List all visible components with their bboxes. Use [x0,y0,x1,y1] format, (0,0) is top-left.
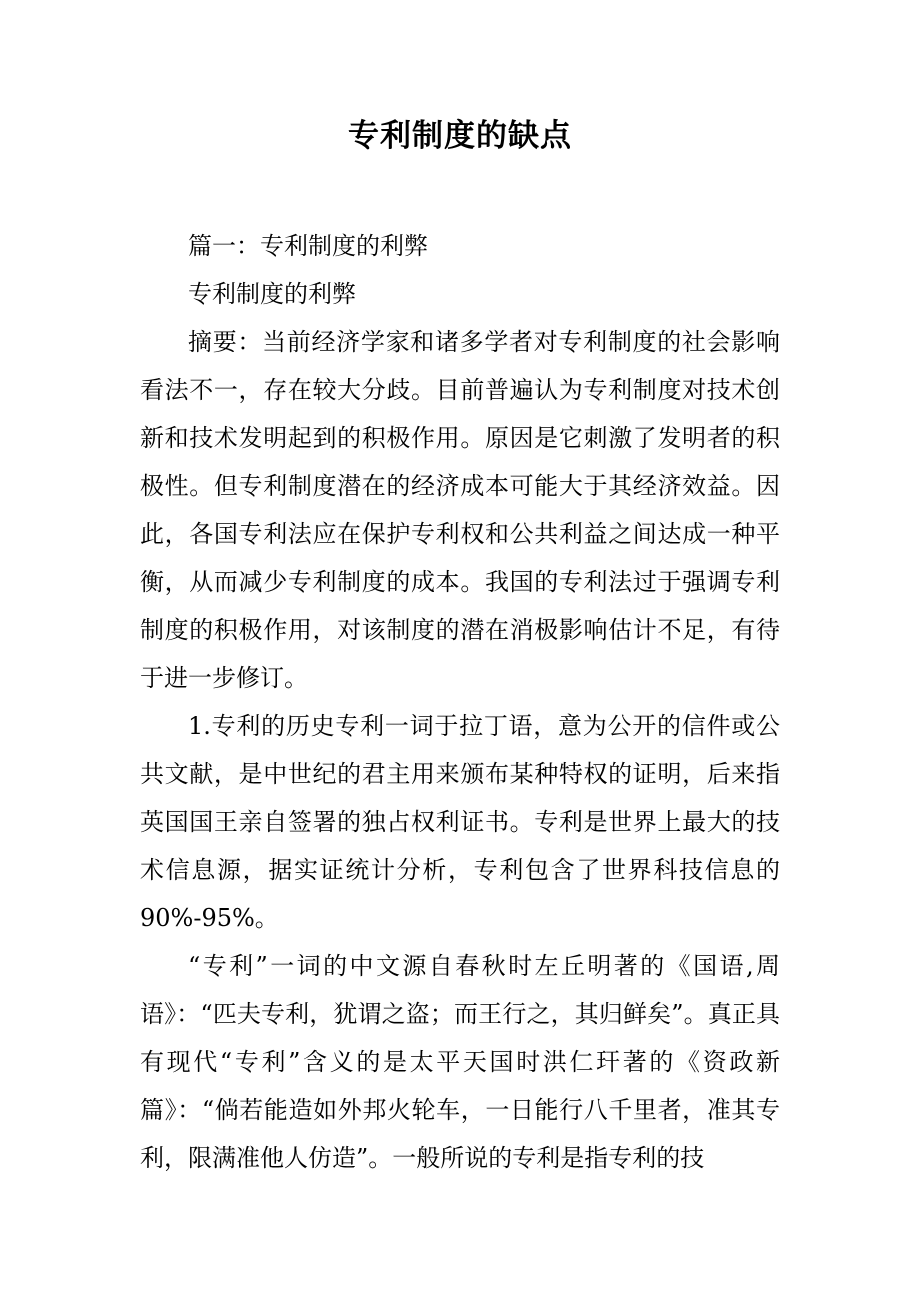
section-heading: 篇一：专利制度的利弊 [188,232,428,260]
document-body-lower [140,942,780,1182]
document-body-upper [140,222,780,942]
abstract-paragraph: 摘要：当前经济学家和诸多学者对专利制度的社会影响看法不一，存在较大分歧。目前普遍认为专利制度对技术创新和技术发明起到的积极作用。原因是它刺激了发明者的积极性。但专利制度潜在的经济成本可能大于其经济效益。因此，各国专利法应在保护专利权和公共利益之间达成一种平衡，从而减少专利制度的成本。我国的专利法过于强调专利制度的积极作用，对该制度的潜在消极影响估计不足，有待于进一步修订。 [140,328,780,692]
etymology-paragraph: “专利”一词的中文源自春秋时左丘明著的《国语,周语》：“匹夫专利，犹谓之盗；而王行之，其归鲜矣”。真正具有现代“专利”含义的是太平天国时洪仁玕著的《资政新篇》：“倘若能造如外邦火轮车，一日能行八千里者，准其专利，限满准他人仿造”。一般所说的专利是指专利的技 [140,952,780,1172]
history-paragraph: 1.专利的历史专利一词于拉丁语，意为公开的信件或公共文献，是中世纪的君主用来颁布某种特权的证明，后来指英国国王亲自签署的独占权利证书。专利是世界上最大的技术信息源，据实证统计分析，专利包含了世界科技信息的90%-95%。 [140,712,780,932]
subheading: 专利制度的利弊 [188,280,356,308]
document-title: 专利制度的缺点 [348,118,572,154]
